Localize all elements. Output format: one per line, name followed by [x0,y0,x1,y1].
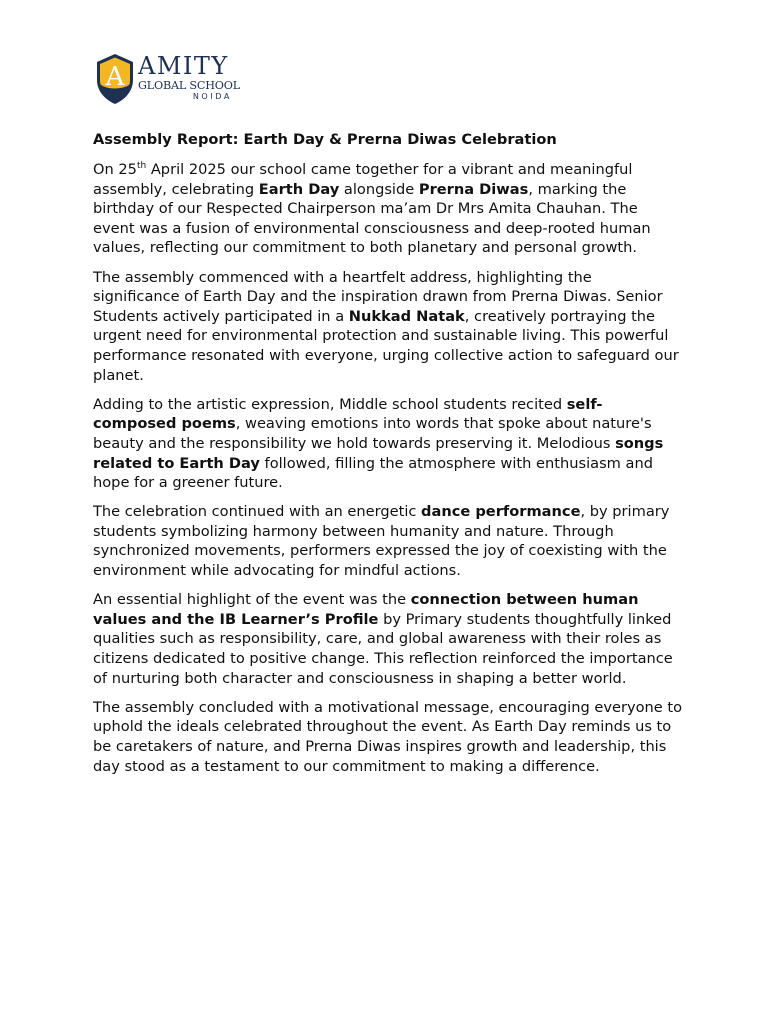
logo-location: NOIDA [192,92,232,101]
paragraph-intro: On 25th April 2025 our school came together for a vibrant and meaningful assembly, celebrating Earth Day alongside Prerna Diwas, marking the birthday of our Respected Chairperson ma’am Dr Mrs Amita Chauhan. The event was a fusion of environmental consciousness and deep-rooted human values, reflecting our commitment to both planetary and personal growth. [93,161,651,257]
paragraph-conclusion: The assembly concluded with a motivational message, encouraging everyone to uphold the ideals celebrated throughout the event. As Earth Day reminds us to be caretakers of nature, and Prerna Diwas inspires growth and leadership, this day stood as a testament to our commitment to making a difference. [93,698,683,775]
shield-letter: A [105,62,125,92]
shield-emblem-icon [96,53,134,105]
paragraph-poems-songs: Adding to the artistic expression, Middle school students recited self-composed poems, weaving emotions into words that spoke about nature's beauty and the responsibility we hold towards preserving it. Melodious songs related to Earth Day followed, filling the atmosphere with enthusiasm and hope for a greener future. [93,395,664,492]
report-title: Assembly Report: Earth Day & Prerna Diwas Celebration [93,131,557,148]
school-logo [96,52,266,106]
paragraph-nukkad-natak: The assembly commenced with a heartfelt address, highlighting the significance of Earth Day and the inspiration drawn from Prerna Diwas. Senior Students actively participated in a Nukkad Natak, creatively portraying the urgent need for environmental protection and sustainable living. This powerful performance resonated with everyone, urging collective action to safeguard our planet. [93,268,679,384]
logo-wordmark: AMITY [138,52,229,80]
paragraph-dance: The celebration continued with an energetic dance performance, by primary students symbolizing harmony between humanity and nature. Through synchronized movements, performers expressed the joy of coexisting with the environment while advocating for mindful actions. [93,503,670,580]
paragraph-ib-profile: An essential highlight of the event was the connection between human values and the IB Learner’s Profile by Primary students thoughtfully linked qualities such as responsibility, care, and global awareness with their roles as citizens dedicated to positive change. This reflection reinforced the importance of nurturing both character and consciousness in shaping a better world. [93,591,673,687]
report-body [93,130,683,786]
logo-subtitle: GLOBAL SCHOOL [138,79,240,92]
